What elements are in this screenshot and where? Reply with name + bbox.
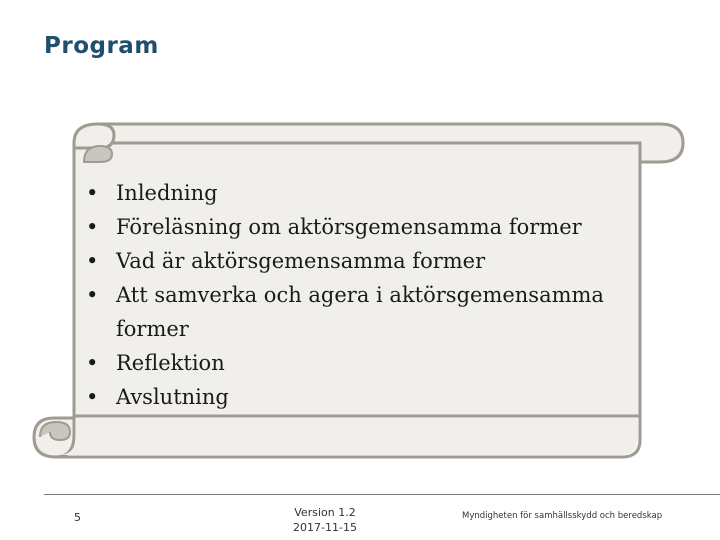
scroll-bottom-fill [58, 418, 638, 455]
version-date: 2017-11-15 [293, 521, 357, 534]
agenda-item-forelasning [86, 210, 626, 244]
agenda-item-avslutning [86, 380, 626, 414]
agenda-list [86, 176, 626, 414]
agenda-item-samverka [86, 278, 626, 346]
scroll-top-curl [74, 124, 114, 148]
bullet-dot: • [86, 283, 99, 307]
version-label: Version 1.2 [294, 506, 356, 519]
scroll-top-curl-inner [84, 146, 112, 162]
agenda-item-reflektion [86, 346, 626, 380]
bullet-dot: • [86, 249, 99, 273]
bullet-dot: • [86, 351, 99, 375]
version-block [270, 505, 380, 535]
agenda-item-text: Föreläsning om aktörsgemensamma former [116, 215, 582, 239]
agenda-item-text: Att samverka och agera i aktörsgemensamma former [116, 283, 604, 341]
bullet-dot: • [86, 385, 99, 409]
agenda-item-vad-ar [86, 244, 626, 278]
footer-divider [44, 494, 720, 495]
agenda-item-text: Inledning [116, 181, 218, 205]
agenda-item-inledning [86, 176, 626, 210]
agency-name: Myndigheten för samhällsskydd och beredskap [462, 511, 663, 521]
agenda-item-text: Avslutning [116, 385, 229, 409]
bullet-dot: • [86, 181, 99, 205]
page-number: 5 [74, 511, 81, 524]
agenda-item-text: Reflektion [116, 351, 225, 375]
slide-title: Program [44, 33, 159, 59]
bullet-dot: • [86, 215, 99, 239]
agenda-item-text: Vad är aktörsgemensamma former [116, 249, 486, 273]
